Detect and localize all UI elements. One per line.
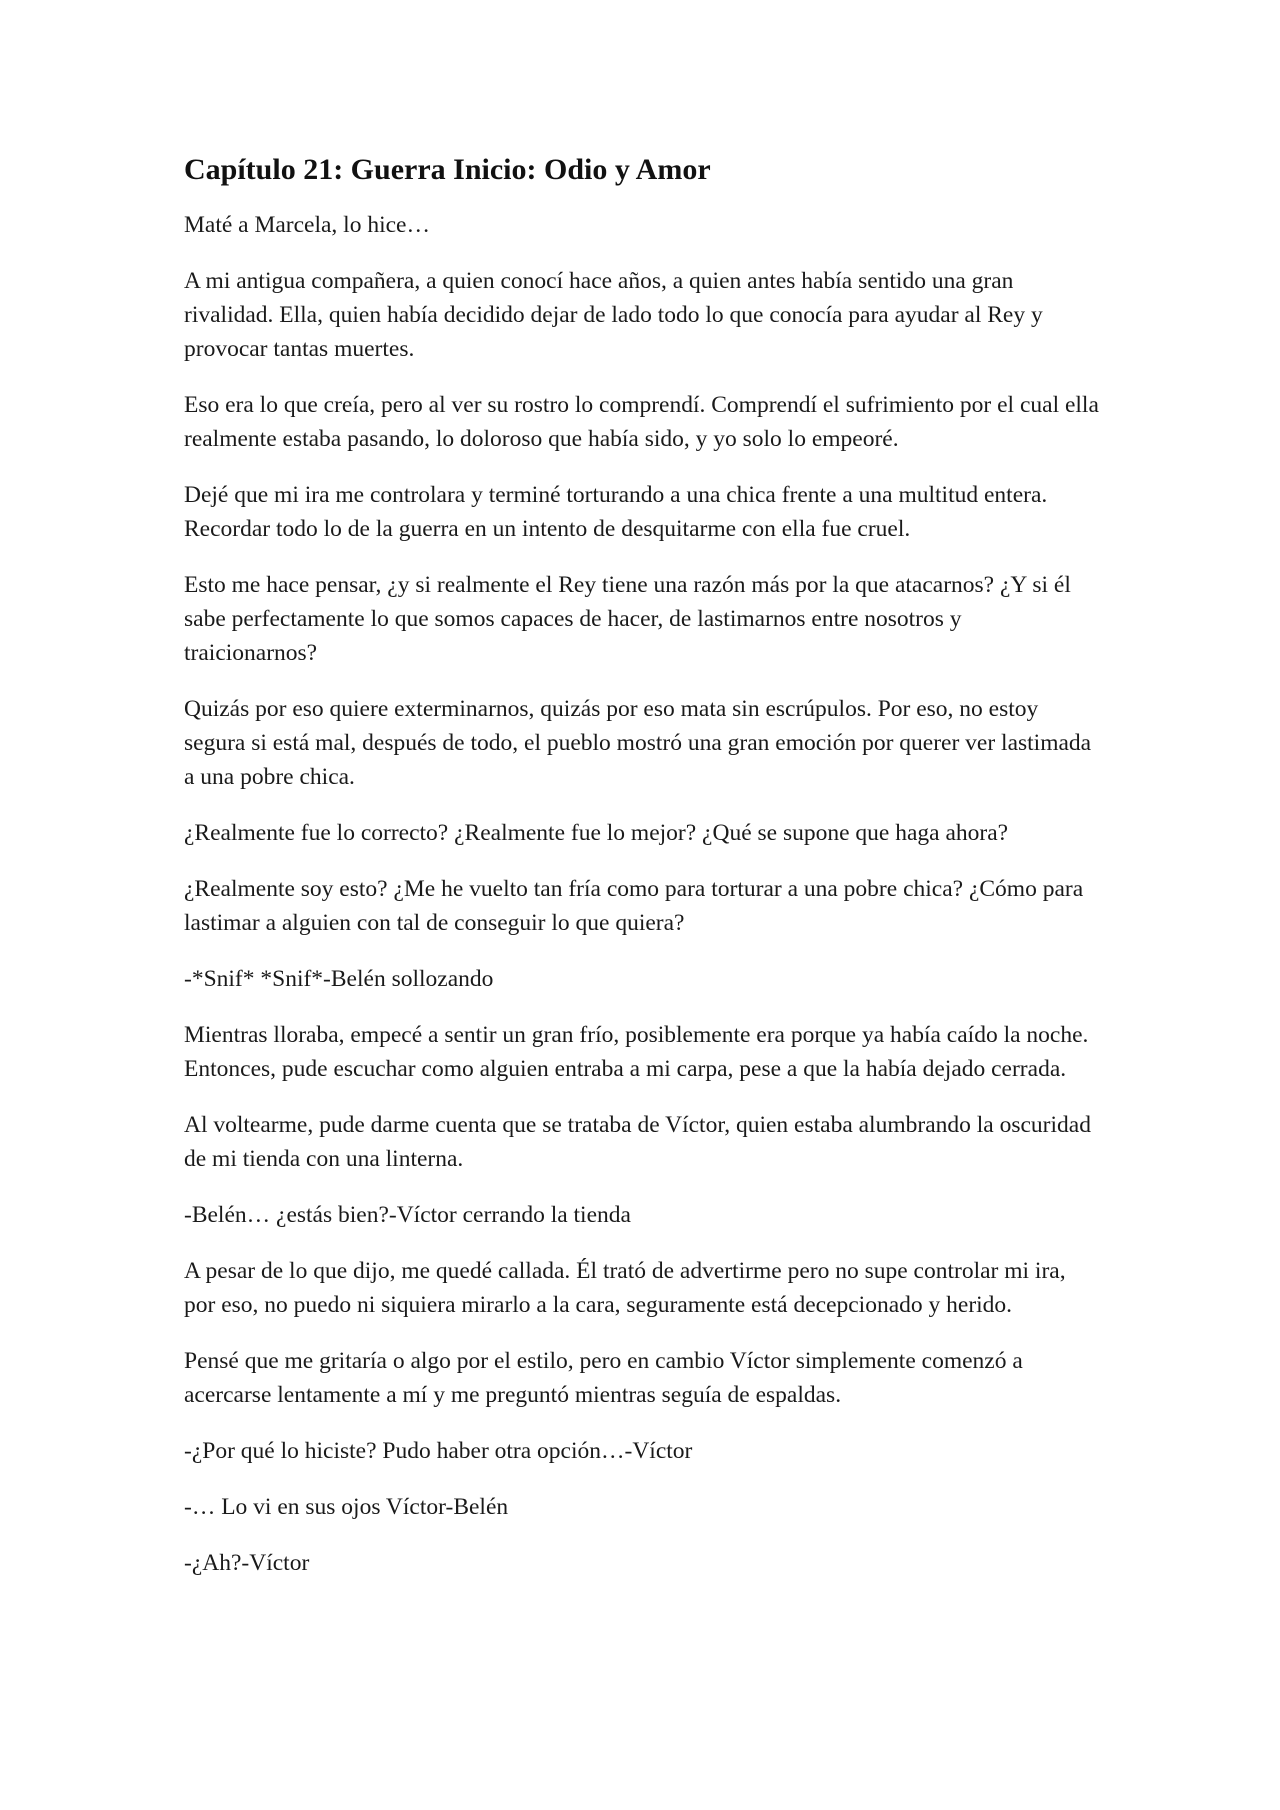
dialogue-line: -¿Ah?-Víctor: [184, 1550, 310, 1576]
dialogue-line: -¿Por qué lo hiciste? Pudo haber otra opción…-Víctor: [184, 1438, 693, 1464]
paragraph: Quizás por eso quiere exterminarnos, quizás por eso mata sin escrúpulos. Por eso, no estoy segura si está mal, después de todo, el pueblo mostró una gran emoción por querer ver lastimada a una pobre chica.: [184, 696, 1092, 790]
paragraph: A pesar de lo que dijo, me quedé callada. Él trató de advertirme pero no supe controlar mi ira, por eso, no puedo ni siquiera mirarlo a la cara, seguramente está decepcionado y herido.: [184, 1258, 1066, 1318]
paragraph: Pensé que me gritaría o algo por el estilo, pero en cambio Víctor simplemente comenzó a acercarse lentamente a mí y me preguntó mientras seguía de espaldas.: [184, 1348, 1023, 1408]
paragraph: Dejé que mi ira me controlara y terminé torturando a una chica frente a una multitud entera. Recordar todo lo de la guerra en un intento de desquitarme con ella fue cruel.: [184, 482, 1048, 542]
paragraph: Mientras lloraba, empecé a sentir un gran frío, posiblemente era porque ya había caído la noche. Entonces, pude escuchar como alguien entraba a mi carpa, pese a que la había dejado cerrada.: [184, 1022, 1089, 1082]
dialogue-line: -*Snif* *Snif*-Belén sollozando: [184, 966, 494, 992]
dialogue-line: -Belén… ¿estás bien?-Víctor cerrando la tienda: [184, 1202, 631, 1228]
paragraph: ¿Realmente soy esto? ¿Me he vuelto tan fría como para torturar a una pobre chica? ¿Cómo para lastimar a alguien con tal de conseguir lo que quiera?: [184, 876, 1084, 936]
paragraph: ¿Realmente fue lo correcto? ¿Realmente fue lo mejor? ¿Qué se supone que haga ahora?: [184, 820, 1009, 846]
paragraph: Al voltearme, pude darme cuenta que se trataba de Víctor, quien estaba alumbrando la oscuridad de mi tienda con una linterna.: [184, 1112, 1091, 1172]
dialogue-line: -… Lo vi en sus ojos Víctor-Belén: [184, 1494, 509, 1520]
paragraph: Eso era lo que creía, pero al ver su rostro lo comprendí. Comprendí el sufrimiento por el cual ella realmente estaba pasando, lo doloroso que había sido, y yo solo lo empeoré.: [184, 392, 1099, 452]
document-page: [184, 150, 1100, 1602]
paragraph: Esto me hace pensar, ¿y si realmente el Rey tiene una razón más por la que atacarnos? ¿Y si él sabe perfectamente lo que somos capaces de hacer, de lastimarnos entre nosotros y traicionarnos?: [184, 572, 1071, 666]
chapter-title: Capítulo 21: Guerra Inicio: Odio y Amor: [184, 153, 711, 186]
paragraph: A mi antigua compañera, a quien conocí hace años, a quien antes había sentido una gran rivalidad. Ella, quien había decidido dejar de lado todo lo que conocía para ayudar al Rey y provocar tantas muertes.: [184, 268, 1043, 362]
paragraph: Maté a Marcela, lo hice…: [184, 212, 430, 238]
